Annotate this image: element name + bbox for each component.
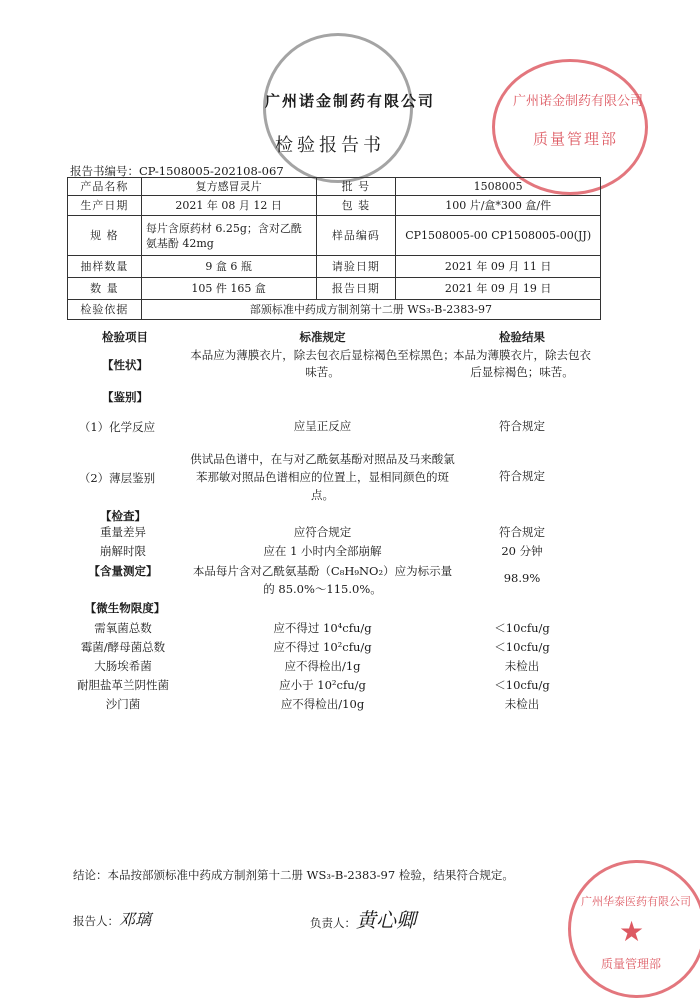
item-e-coli: 大肠埃希菌 (94, 659, 152, 673)
item-inspection: 【检查】 (100, 509, 146, 523)
report-date: 2021 年 09 月 19 日 (396, 278, 601, 300)
item-tlc: （2）薄层鉴别 (78, 471, 156, 485)
item-identification: 【鉴别】 (102, 390, 148, 404)
quantity-label: 数 量 (68, 278, 142, 300)
sample-qty: 9 盒 6 瓶 (141, 256, 316, 278)
item-appearance: 【性状】 (102, 358, 148, 372)
result-appearance: 本品为薄膜衣片，除去包衣后显棕褐色；味苦。 (453, 348, 591, 379)
item-salmonella: 沙门菌 (105, 697, 141, 711)
item-mold-yeast: 霉菌/酵母菌总数 (80, 640, 166, 654)
standard-mold-yeast: 应不得过 10²cfu/g (273, 640, 372, 654)
standard-tlc: 供试品色谱中，在与对乙酰氨基酚对照品及马来酸氯苯那敏对照品色谱相应的位置上，显相同颜色的斑点。 (190, 452, 455, 502)
col-header-item: 检验项目 (102, 330, 148, 344)
responsible-signature: 黄心卿 (356, 908, 416, 932)
item-microbial: 【微生物限度】 (84, 601, 166, 615)
result-tlc: 符合规定 (499, 469, 545, 483)
request-date-label: 请验日期 (316, 256, 396, 278)
item-weight-variation: 重量差异 (100, 525, 146, 539)
responsible-label: 负责人： (310, 916, 356, 930)
col-header-standard: 标准规定 (299, 330, 346, 344)
sample-qty-label: 抽样数量 (68, 256, 142, 278)
spec: 每片含原药材 6.25g；含对乙酰氨基酚 42mg (141, 216, 316, 256)
seal-star-icon: ★ (619, 915, 645, 948)
reporter-label: 报告人： (73, 914, 119, 928)
production-date: 2021 年 08 月 12 日 (141, 196, 316, 216)
item-aerobic-count: 需氧菌总数 (94, 621, 152, 635)
report-number: 报告书编号：CP-1508005-202108-067 (70, 164, 284, 178)
standard-assay: 本品每片含对乙酰氨基酚（C₈H₉NO₂）应为标示量的 85.0%～115.0%。 (192, 564, 453, 596)
company-name: 广州诺金制药有限公司 (264, 92, 435, 110)
basis: 部颁标准中药成方制剂第十二册 WS₃-B-2383-97 (141, 300, 600, 320)
result-assay: 98.9% (503, 571, 541, 585)
standard-chemical-reaction: 应呈正反应 (293, 419, 352, 433)
result-e-coli: 未检出 (504, 659, 540, 673)
product-info-table (67, 177, 601, 320)
batch-number: 1508005 (396, 178, 601, 196)
result-mold-yeast: ＜10cfu/g (494, 640, 550, 654)
result-aerobic-count: ＜10cfu/g (494, 621, 550, 635)
standard-weight-variation: 应符合规定 (293, 525, 352, 539)
seal-2-line1: 广州华泰医药有限公司 (581, 895, 691, 908)
standard-salmonella: 应不得检出/10g (280, 697, 365, 711)
standard-e-coli: 应不得检出/1g (284, 659, 361, 673)
batch-label: 批 号 (316, 178, 396, 196)
basis-label: 检验依据 (68, 300, 142, 320)
red-quality-seal-top (492, 59, 648, 195)
conclusion: 结论：本品按部颁标准中药成方制剂第十二册 WS₃-B-2383-97 检验，结果符合规定。 (73, 868, 514, 882)
quantity: 105 件 165 盒 (141, 278, 316, 300)
report-date-label: 报告日期 (316, 278, 396, 300)
result-gram-negative: ＜10cfu/g (494, 678, 550, 692)
spec-label: 规 格 (68, 216, 142, 256)
col-header-result: 检验结果 (499, 330, 545, 344)
request-date: 2021 年 09 月 11 日 (396, 256, 601, 278)
reporter-signature: 邓璃 (119, 910, 152, 929)
red-quality-seal-bottom (568, 860, 700, 998)
item-assay: 【含量测定】 (88, 564, 158, 578)
seal-1-line1: 广州诺金制药有限公司 (513, 94, 644, 109)
sample-code: CP1508005-00 CP1508005-00(JJ) (396, 216, 601, 256)
production-date-label: 生产日期 (68, 196, 142, 216)
result-salmonella: 未检出 (504, 697, 540, 711)
standard-aerobic-count: 应不得过 10⁴cfu/g (273, 621, 372, 635)
standard-gram-negative: 应小于 10²cfu/g (279, 678, 366, 692)
package-label: 包 装 (316, 196, 396, 216)
product-name-label: 产品名称 (68, 178, 142, 196)
item-chemical-reaction: （1）化学反应 (78, 420, 156, 434)
product-name: 复方感冒灵片 (141, 178, 316, 196)
report-title: 检验报告书 (275, 135, 385, 156)
item-gram-negative: 耐胆盐革兰阴性菌 (77, 678, 169, 692)
item-disintegration: 崩解时限 (100, 544, 146, 558)
result-weight-variation: 符合规定 (499, 525, 545, 539)
result-chemical-reaction: 符合规定 (499, 419, 545, 433)
sample-code-label: 样品编码 (316, 216, 396, 256)
standard-appearance: 本品应为薄膜衣片，除去包衣后显棕褐色至棕黑色；味苦。 (190, 348, 455, 379)
reporter (73, 907, 151, 930)
seal-2-line2: 质量管理部 (601, 957, 662, 971)
seal-1-line2: 质量管理部 (533, 130, 619, 148)
package: 100 片/盒*300 盒/件 (396, 196, 601, 216)
responsible (310, 904, 416, 933)
standard-disintegration: 应在 1 小时内全部崩解 (263, 544, 382, 558)
result-disintegration: 20 分钟 (501, 544, 543, 558)
